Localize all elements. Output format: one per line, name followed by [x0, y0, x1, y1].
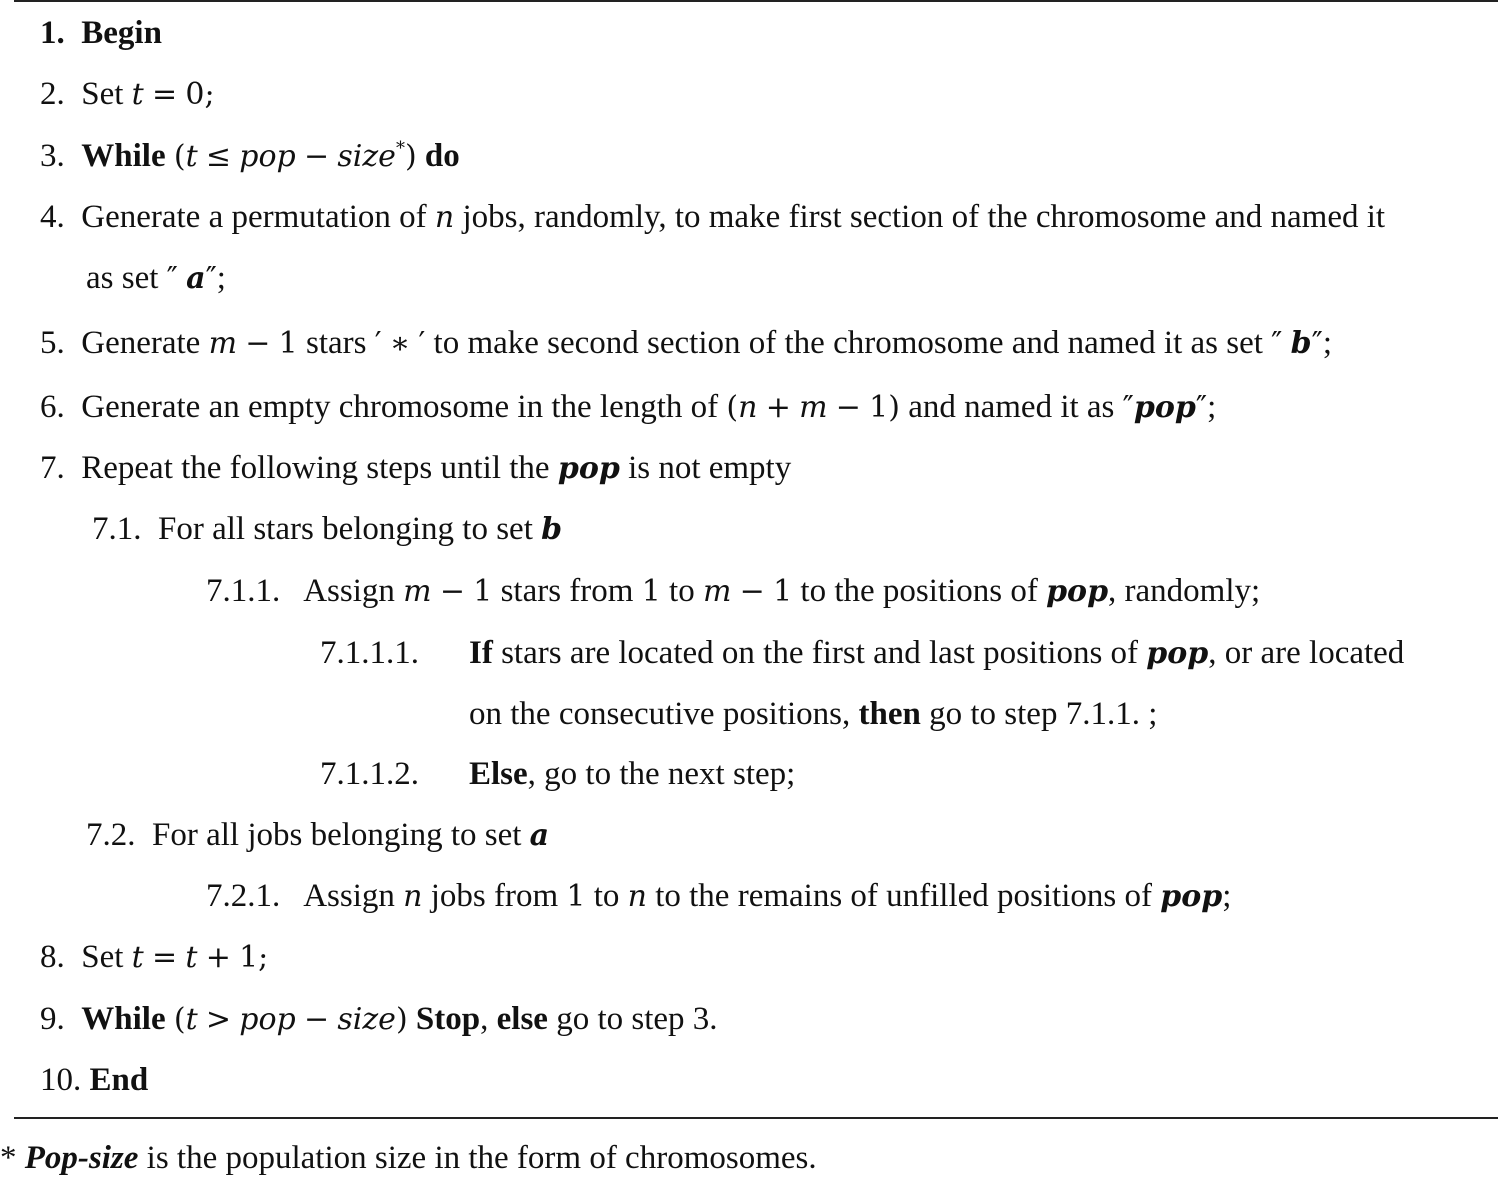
math-num: 1) [869, 390, 900, 425]
math-num: 1 [473, 574, 493, 609]
keyword: then [858, 696, 921, 732]
step-2 [40, 78, 215, 111]
math-paren: ( [726, 390, 739, 425]
math-var: m [208, 326, 238, 361]
step-text: , go to the next step; [527, 756, 796, 792]
step-text: as set [86, 260, 159, 296]
math-star: ∗ [389, 326, 411, 361]
step-text: stars from [500, 573, 634, 609]
math-var: m [702, 574, 732, 609]
math-op: − [245, 326, 271, 361]
step-text: go to step 7.1.1. ; [929, 696, 1158, 732]
math-quote: ″ [1195, 390, 1208, 425]
keyword: While [81, 1001, 166, 1037]
step-number: 6. [40, 389, 65, 425]
step-number: 5. [40, 325, 65, 361]
math-set: a [529, 818, 550, 853]
step-text: jobs, randomly, to make first section of the chromosome and named it [462, 199, 1386, 235]
math-var: size [337, 1002, 396, 1037]
step-text: Repeat the following steps until the [81, 450, 550, 486]
math-var: pop [239, 139, 296, 174]
math-op: − [304, 139, 330, 174]
step-number: 4. [40, 199, 65, 235]
math-var: size [337, 139, 396, 174]
step-5 [40, 327, 1332, 360]
math-set: b [1290, 326, 1312, 361]
step-text: ; [216, 260, 226, 296]
step-text: , or are located [1208, 635, 1405, 671]
step-7-1 [92, 513, 562, 546]
step-text: ; [1207, 389, 1217, 425]
math-set: pop [1133, 390, 1196, 425]
math-var: pop [239, 1002, 296, 1037]
math-num: 1 [641, 574, 661, 609]
step-text: to make second section of the chromosome and named it as set [433, 325, 1263, 361]
step-number: 7.2. [86, 817, 136, 853]
step-number: 10. [40, 1062, 82, 1098]
math-op: + [205, 940, 231, 975]
step-text: stars are located on the first and last positions of [501, 635, 1139, 671]
step-text: , [480, 1001, 489, 1037]
math-sup: * [395, 138, 405, 159]
step-number: 7.1.1.2. [320, 756, 419, 792]
math-quote: ″ [166, 261, 178, 296]
math-paren: ) [404, 139, 417, 174]
math-quote: ′ [418, 326, 426, 361]
keyword: do [424, 138, 460, 174]
step-text: Assign [303, 573, 395, 609]
step-7 [40, 452, 791, 485]
step-text: Generate an empty chromosome in the length of [81, 389, 719, 425]
math-var: n [434, 200, 455, 235]
math-op: − [304, 1002, 330, 1037]
step-7-1-1-1 [469, 637, 1404, 670]
step-number: 2. [40, 76, 65, 112]
step-number: 3. [40, 138, 65, 174]
math-op: = [151, 940, 178, 975]
step-number: 7.2.1. [206, 878, 281, 914]
top-rule [14, 0, 1498, 2]
step-4 [40, 201, 1385, 234]
math-op: ≤ [205, 139, 232, 174]
keyword: While [81, 138, 166, 174]
math-op: − [835, 390, 861, 425]
step-7-1-1-1-number [320, 637, 419, 670]
math-set: a [186, 261, 206, 296]
step-number: 7.1.1.1. [320, 635, 419, 671]
step-7-1-1 [206, 575, 1260, 608]
keyword: End [89, 1062, 149, 1098]
step-text: Generate a permutation of [81, 199, 427, 235]
math-set: pop [1146, 636, 1209, 671]
step-text: to the positions of [800, 573, 1038, 609]
math-var: n [627, 879, 647, 914]
step-text: Set [81, 939, 124, 975]
step-text: Assign [303, 878, 395, 914]
math-set: pop [1046, 574, 1109, 609]
math-op: + [765, 390, 791, 425]
math-var: n [738, 390, 758, 425]
math-num: 1 [278, 326, 298, 361]
math-set: pop [1160, 879, 1223, 914]
step-text: stars [306, 325, 367, 361]
math-quote: ″ [1311, 326, 1323, 361]
step-text: to [669, 573, 695, 609]
step-number: 1. [40, 15, 65, 51]
step-10 [40, 1064, 148, 1097]
step-3 [40, 140, 460, 173]
step-number: 7.1.1. [206, 573, 281, 609]
step-6 [40, 391, 1216, 424]
math-paren: ) [395, 1002, 408, 1037]
step-7-1-1-1-cont [469, 698, 1157, 731]
footnote-text: is the population size in the form of chromosomes. [146, 1140, 817, 1176]
footnote-star: * [0, 1140, 17, 1176]
math-num: 1 [773, 574, 793, 609]
math-var: t [131, 77, 144, 112]
math-quote: ′ [374, 326, 382, 361]
math-quote: ″ [205, 261, 217, 296]
keyword: Else [469, 756, 528, 792]
step-text: For all stars belonging to set [158, 511, 533, 547]
step-text: to [593, 878, 620, 914]
keyword: Stop [415, 1001, 481, 1037]
step-9 [40, 1003, 718, 1036]
step-text: ; [1222, 878, 1232, 914]
step-text: on the consecutive positions, [469, 696, 851, 732]
step-text: and named it as [908, 389, 1115, 425]
step-7-1-1-2-number [320, 758, 419, 791]
math-var: n [403, 879, 423, 914]
step-text: Set [81, 76, 124, 112]
step-text: Generate [81, 325, 201, 361]
math-num: 1 [566, 879, 586, 914]
bottom-rule [14, 1117, 1498, 1119]
math-num: 1; [239, 940, 269, 975]
math-num: 0; [185, 77, 215, 112]
math-quote: ″ [1271, 326, 1283, 361]
step-number: 8. [40, 939, 65, 975]
math-var: m [799, 390, 828, 425]
math-quote: ″ [1122, 390, 1134, 425]
step-1 [40, 17, 162, 50]
step-number: 7.1. [92, 511, 142, 547]
math-var: t [131, 940, 144, 975]
math-op: − [739, 574, 765, 609]
math-op: > [205, 1002, 232, 1037]
step-text: For all jobs belonging to set [152, 817, 522, 853]
keyword: else [496, 1001, 548, 1037]
math-var: t [185, 1002, 198, 1037]
step-7-1-1-2 [469, 758, 795, 791]
math-set: pop [557, 451, 620, 486]
math-var: m [403, 574, 432, 609]
step-4-cont [86, 262, 226, 295]
math-paren: ( [173, 1002, 186, 1037]
step-text: ; [1322, 325, 1332, 361]
step-8 [40, 941, 268, 974]
step-7-2 [86, 819, 549, 852]
step-text: , randomly; [1108, 573, 1261, 609]
math-var: t [185, 139, 198, 174]
step-text: to the remains of unfilled positions of [655, 878, 1152, 914]
math-var: t [185, 940, 198, 975]
math-set: b [541, 512, 563, 547]
step-number: 7. [40, 450, 65, 486]
step-text: jobs from [430, 878, 559, 914]
step-7-2-1 [206, 880, 1231, 913]
math-paren: ( [173, 139, 186, 174]
step-text: is not empty [628, 450, 792, 486]
footnote-term: Pop-size [24, 1140, 139, 1176]
step-text: Begin [81, 15, 162, 51]
step-text: go to step 3. [556, 1001, 718, 1037]
keyword: If [469, 635, 493, 671]
math-op: − [439, 574, 465, 609]
footnote [0, 1142, 817, 1175]
math-op: = [151, 77, 178, 112]
step-number: 9. [40, 1001, 65, 1037]
